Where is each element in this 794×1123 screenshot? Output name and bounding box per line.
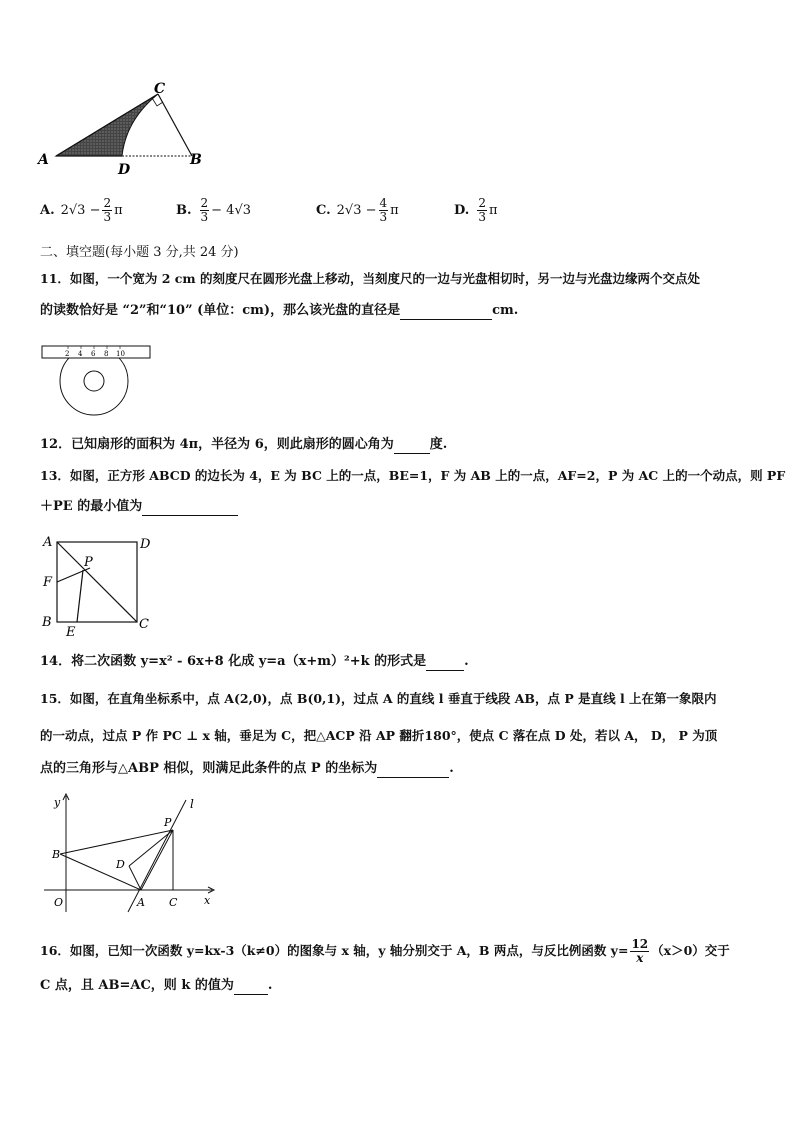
- tick-10: 10: [116, 350, 125, 358]
- label-y: y: [54, 796, 61, 809]
- label-B: B: [52, 848, 61, 861]
- label-D: D: [140, 537, 151, 552]
- section-title: 二、填空题(每小题 3 分,共 24 分): [40, 245, 239, 260]
- label-A: A: [43, 535, 53, 550]
- label-P: P: [164, 816, 172, 829]
- q11-ruler-disc-figure: [38, 340, 158, 420]
- label-l: l: [190, 797, 194, 811]
- q16-line1: 16．如图，已知一次函数 y=kx-3（k≠0）的图象与 x 轴，y 轴分别交于 A，B 两点，与反比例函数 y= $\frac{12}{x}$ （x＞0）交于: [40, 936, 730, 965]
- label-D: D: [118, 162, 131, 178]
- q12-answer-blank[interactable]: [394, 439, 430, 454]
- label-F: F: [43, 575, 53, 590]
- tick-4: 4: [78, 350, 83, 358]
- label-C: C: [154, 81, 166, 97]
- q10-option-c: C. 2√3 − $\frac{4}{3}$ π: [316, 196, 399, 224]
- q11-line2: 的读数恰好是 “2”和“10” (单位：cm)，那么该光盘的直径是 cm.: [40, 303, 519, 318]
- label-D: D: [116, 858, 125, 871]
- q10-triangle-figure: [30, 80, 220, 180]
- q16-line2: C 点，且 AB=AC，则 k 的值为 .: [40, 978, 273, 993]
- tick-6: 6: [91, 350, 96, 358]
- q10-option-d: D. $\frac{2}{3}$ π: [454, 196, 498, 224]
- label-B: B: [42, 615, 52, 630]
- q13-answer-blank[interactable]: [142, 501, 238, 516]
- q15-answer-blank[interactable]: [377, 763, 449, 778]
- q15-line2: 的一动点，过点 P 作 PC ⊥ x 轴，垂足为 C，把△ACP 沿 AP 翻折180°，使点 C 落在点 D 处，若以 A， D， P 为顶: [40, 728, 718, 743]
- q11-answer-blank[interactable]: [400, 305, 492, 320]
- label-A: A: [38, 152, 49, 168]
- label-P: P: [84, 555, 93, 570]
- label-A: A: [137, 896, 145, 909]
- q16-fraction: $\frac{12}{x}$: [631, 936, 649, 965]
- q15-line1: 15．如图，在直角坐标系中，点 A(2,0)，点 B(0,1)，过点 A 的直线 l 垂直于线段 AB，点 P 是直线 l 上在第一象限内: [40, 691, 717, 706]
- ruler: [42, 346, 150, 358]
- label-C: C: [139, 617, 149, 632]
- q13-line2: ＋PE 的最小值为: [40, 498, 238, 516]
- tick-8: 8: [104, 350, 109, 358]
- label-E: E: [66, 625, 76, 640]
- label-O: O: [54, 896, 64, 909]
- label-B: B: [190, 152, 202, 168]
- q13-square-figure: [36, 530, 166, 640]
- q15-coordinate-figure: [40, 790, 230, 920]
- q16-answer-blank[interactable]: [234, 980, 268, 995]
- q14-line: 14．将二次函数 y=x² - 6x+8 化成 y=a（x+m）²+k 的形式是 .: [40, 654, 469, 669]
- q12-line: 12．已知扇形的面积为 4π，半径为 6，则此扇形的圆心角为 度.: [40, 437, 448, 452]
- q13-line1: 13．如图，正方形 ABCD 的边长为 4，E 为 BC 上的一点，BE=1，F 为 AB 上的一点，AF=2，P 为 AC 上的一个动点，则 PF: [40, 468, 786, 483]
- tick-2: 2: [65, 350, 70, 358]
- q11-line1: 11．如图，一个宽为 2 cm 的刻度尺在圆形光盘上移动，当刻度尺的一边与光盘相切时，另一边与光盘边缘两个交点处: [40, 271, 700, 286]
- q15-line3: 点的三角形与△ABP 相似，则满足此条件的点 P 的坐标为 .: [40, 761, 454, 776]
- q14-answer-blank[interactable]: [426, 656, 464, 671]
- label-C: C: [169, 896, 178, 909]
- label-x: x: [204, 894, 211, 907]
- q10-option-b: B. $\frac{2}{3}$ − 4√3: [176, 196, 252, 224]
- q10-option-a: A. 2√3 − $\frac{2}{3}$ π: [40, 196, 123, 224]
- disc-inner: [84, 371, 104, 391]
